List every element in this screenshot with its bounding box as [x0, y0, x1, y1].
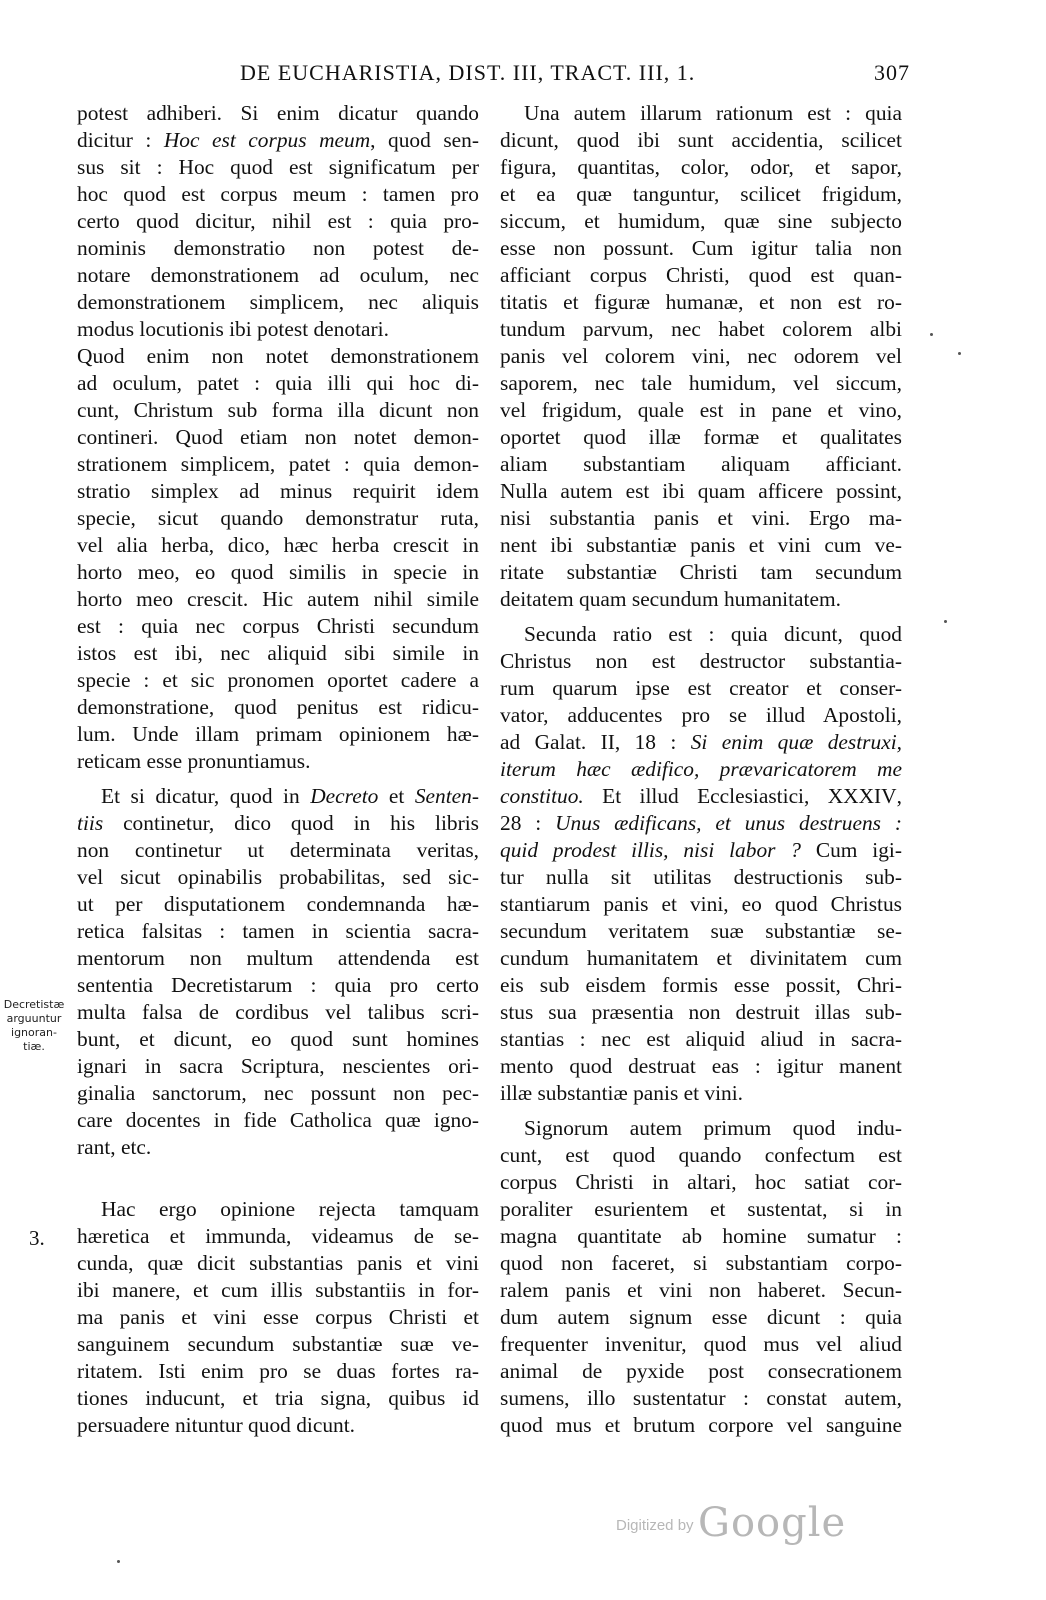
text-line: certo quod dicitur, nihil est : quia pro-	[77, 209, 479, 233]
text-line	[77, 783, 479, 810]
text-line: strationem simplicem, patet : quia demon-	[77, 452, 479, 476]
text-line	[77, 810, 479, 837]
text-span: continetur, dico quod in his libris	[103, 811, 479, 835]
text-line: secundum veritatem suæ substantiæ se-	[500, 919, 902, 943]
text-line: rum quarum ipse est creator et conser-	[500, 676, 902, 700]
watermark-brand: Google	[698, 1500, 847, 1546]
text-line: ad oculum, patet : quia illi qui hoc di-	[77, 371, 479, 395]
text-line: retica falsitas : tamen in scientia sacra-	[77, 919, 479, 943]
text-line: illæ substantiæ panis et vini.	[500, 1081, 744, 1105]
italic-quote: Si enim quæ destruxi,	[690, 730, 902, 754]
text-line: ignari in sacra Scriptura, nescientes ori-	[77, 1054, 479, 1078]
chapter-numeral: II	[600, 730, 615, 754]
paragraph	[77, 100, 479, 775]
text-span: dicitur :	[77, 128, 164, 152]
italic-quote: quid prodest illis, nisi labor ?	[500, 838, 801, 862]
text-line: sumens, illo sustentatur : constat autem,	[500, 1386, 902, 1410]
scan-speck	[944, 620, 947, 623]
text-line: frequenter invenitur, quod mus vel aliud	[500, 1332, 902, 1356]
text-line: istos est ibi, nec aliquid sibi simile in	[77, 641, 479, 665]
text-line: notare demonstrationem ad oculum, nec	[77, 263, 479, 287]
text-line: hæretica et immunda, videamus de se-	[77, 1224, 479, 1248]
text-line: stantiarum panis et vini, eo quod Christus	[500, 892, 902, 916]
text-line: tiones inducunt, et tria signa, quibus id	[77, 1386, 479, 1410]
text-line: reticam esse pronuntiamus.	[77, 749, 311, 773]
text-line: est : quia nec corpus Christi secundum	[77, 614, 479, 638]
text-line: ma panis et vini esse corpus Christi et	[77, 1305, 479, 1329]
text-line: poraliter esurientem et sustentat, si in	[500, 1197, 902, 1221]
text-line: saporem, nec tale humidum, vel siccum,	[500, 371, 902, 395]
text-line: multa falsa de cordibus vel talibus scri-	[77, 1000, 479, 1024]
margin-note	[2, 998, 66, 1054]
text-span: et	[378, 784, 415, 808]
text-line: vel alia herba, dico, hæc herba crescit in	[77, 533, 479, 557]
text-line: ibi manere, et cum illis substantiis in for-	[77, 1278, 479, 1302]
text-line	[500, 729, 902, 756]
text-line: Secunda ratio est : quia dicunt, quod	[524, 622, 902, 646]
text-line: specie : et sic pronomen oportet cadere a	[77, 668, 479, 692]
text-line: ritatem. Isti enim pro se duas fortes ra-	[77, 1359, 479, 1383]
text-line: Christus non est destructor substantia-	[500, 649, 902, 673]
text-line: figura, quantitas, color, odor, et sapor,	[500, 155, 902, 179]
text-span: 28 :	[500, 811, 556, 835]
margin-note-line: ignoran-	[11, 1026, 57, 1039]
paragraph-gap	[77, 1161, 479, 1188]
digitized-watermark	[616, 1500, 846, 1546]
text-line: modus locutionis ibi potest denotari.	[77, 317, 389, 341]
text-line: specie, sicut quando demonstratur ruta,	[77, 506, 479, 530]
text-line: mento quod destruat eas : igitur manent	[500, 1054, 902, 1078]
paragraph-gap	[77, 775, 479, 783]
text-line: dicunt, quod ibi sunt accidentia, scilicet	[500, 128, 902, 152]
text-span: , quod sen-	[370, 128, 479, 152]
text-line: quod non faceret, si substantiam corpo-	[500, 1251, 902, 1275]
text-line: nominis demonstratio non potest de-	[77, 236, 479, 260]
text-line: mentorum non multum attendenda est	[77, 946, 479, 970]
text-line: horto meo crescit. Hic autem nihil simile	[77, 587, 479, 611]
margin-note-line: arguuntur	[6, 1012, 62, 1025]
paragraph	[500, 100, 902, 613]
text-line: vel sicut opinabilis probabilitas, sed sic-	[77, 865, 479, 889]
text-line: stus sua præsentia non destruit illas sub-	[500, 1000, 902, 1024]
paragraph	[500, 1115, 902, 1439]
text-line: cundum humanitatem et divinitatem cum	[500, 946, 902, 970]
italic-title: tiis	[77, 811, 104, 835]
text-span: ad Galat.	[500, 730, 601, 754]
italic-quote: constituo.	[500, 784, 584, 808]
text-span: Et si dicatur, quod in	[101, 784, 311, 808]
text-line	[77, 127, 479, 154]
right-column	[500, 100, 902, 1439]
text-line: cunt, Christum sub forma illa dicunt non	[77, 398, 479, 422]
text-line	[500, 783, 902, 810]
watermark-prefix: Digitized by	[616, 1517, 694, 1534]
text-line: et ea quæ tanguntur, scilicet frigidum,	[500, 182, 902, 206]
text-line: horto meo, eo quod similis in specie in	[77, 560, 479, 584]
text-line: Signorum autem primum quod indu-	[524, 1116, 902, 1140]
scan-speck	[930, 333, 933, 336]
text-line: ginalia sanctorum, nec possunt non pec-	[77, 1081, 479, 1105]
paragraph	[500, 621, 902, 1107]
text-span: , 18 :	[614, 730, 691, 754]
text-line: aliam substantiam aliquam afficiant.	[500, 452, 902, 476]
text-line: non continetur ut determinata veritas,	[77, 838, 479, 862]
margin-note-line: Decretistæ	[3, 998, 65, 1011]
text-line: stantias : nec est aliquid aliud in sacra-	[500, 1027, 902, 1051]
paragraph	[77, 783, 479, 1161]
text-line: vator, adducentes pro se illud Apostoli,	[500, 703, 902, 727]
text-line: hoc quod est corpus meum : tamen pro	[77, 182, 479, 206]
text-line: eis sub eisdem formis esse possit, Chri-	[500, 973, 902, 997]
text-line: animal de pyxide post consecrationem	[500, 1359, 902, 1383]
text-line: nisi substantia panis et vini. Ergo ma-	[500, 506, 902, 530]
italic-quote: iterum hæc ædifico, prævaricatorem me	[500, 757, 902, 781]
left-column	[77, 100, 479, 1439]
scan-speck	[117, 1560, 120, 1563]
text-line: demonstrationem simplicem, nec aliquis	[77, 290, 479, 314]
text-line: demonstratione, quod penitus est ridicu-	[77, 695, 479, 719]
text-line	[500, 756, 902, 783]
margin-note-line: tiæ.	[23, 1040, 45, 1053]
text-line: sus sit : Hoc quod est significatum per	[77, 155, 479, 179]
text-line: ralem panis et vini non haberet. Secun-	[500, 1278, 902, 1302]
italic-title: Senten-	[414, 784, 479, 808]
running-title: DE EUCHARISTIA, DIST. III, TRACT. III, 1.	[240, 60, 696, 85]
section-number: 3.	[29, 1226, 45, 1250]
italic-quote: Hoc est corpus meum	[163, 128, 371, 152]
text-line: cunda, quæ dicit substantias panis et vini	[77, 1251, 479, 1275]
paragraph-gap	[500, 1107, 902, 1115]
text-line: care docentes in fide Catholica quæ igno-	[77, 1108, 479, 1132]
text-span: Et illud Ecclesiastici,	[583, 784, 828, 808]
text-line	[500, 810, 902, 837]
text-line: deitatem quam secundum humanitatem.	[500, 587, 841, 611]
italic-quote: Unus ædificans, et unus destruens :	[555, 811, 902, 835]
text-line: persuadere nituntur quod dicunt.	[77, 1413, 356, 1437]
text-line: quod mus et brutum corpore vel sanguine	[500, 1413, 902, 1437]
text-line: lum. Unde illam primam opinionem hæ-	[77, 722, 479, 746]
text-line: sententia Decretistarum : quia pro certo	[77, 973, 479, 997]
text-line: esse non possunt. Cum igitur talia non	[500, 236, 902, 260]
text-line: tundum parvum, nec habet colorem albi	[500, 317, 902, 341]
text-span: Cum igi-	[801, 838, 902, 862]
text-line: Una autem illarum rationum est : quia	[524, 101, 902, 125]
page-number: 307	[874, 60, 910, 85]
text-line: Nulla autem est ibi quam afficere possint,	[500, 479, 902, 503]
text-line: stratio simplex ad minus requirit idem	[77, 479, 479, 503]
text-line: bunt, et dicunt, eo quod sunt homines	[77, 1027, 479, 1051]
italic-title: Decreto	[310, 784, 379, 808]
paragraph-gap	[77, 1188, 479, 1196]
text-line: potest adhiberi. Si enim dicatur quando	[77, 101, 479, 125]
text-line: dum autem signum esse dicunt : quia	[500, 1305, 902, 1329]
text-line: cunt, est quod quando confectum est	[500, 1143, 902, 1167]
text-line: vel frigidum, quale est in pane et vino,	[500, 398, 902, 422]
text-line: Quod enim non notet demonstrationem	[77, 344, 479, 368]
paragraph	[77, 1196, 479, 1439]
text-line: magna quantitate ab homine sumatur :	[500, 1224, 902, 1248]
text-line: ut per disputationem condemnanda hæ-	[77, 892, 479, 916]
text-line: sanguinem secundum substantiæ suæ ve-	[77, 1332, 479, 1356]
text-line: nent ibi substantiæ panis et vini cum ve-	[500, 533, 902, 557]
text-line: rant, etc.	[77, 1135, 152, 1159]
text-span: ,	[896, 784, 902, 808]
running-header	[240, 60, 910, 92]
text-line: corpus Christi in altari, hoc satiat cor-	[500, 1170, 902, 1194]
text-line: siccum, et humidum, quæ sine subjecto	[500, 209, 902, 233]
text-line: oportet quod illæ formæ et qualitates	[500, 425, 902, 449]
text-line: tur nulla sit utilitas destructionis sub-	[500, 865, 902, 889]
text-line: panis vel colorem vini, nec odorem vel	[500, 344, 902, 368]
text-line: titatis et figuræ humanæ, et non est ro-	[500, 290, 902, 314]
text-line	[500, 837, 902, 864]
text-line: afficiant corpus Christi, quod est quan-	[500, 263, 902, 287]
scan-speck	[958, 352, 961, 355]
chapter-numeral: XXXIV	[827, 784, 897, 808]
text-line: Hac ergo opinione rejecta tamquam	[101, 1197, 479, 1221]
text-line: contineri. Quod etiam non notet demon-	[77, 425, 479, 449]
text-line: ritate substantiæ Christi tam secundum	[500, 560, 902, 584]
paragraph-gap	[500, 613, 902, 621]
